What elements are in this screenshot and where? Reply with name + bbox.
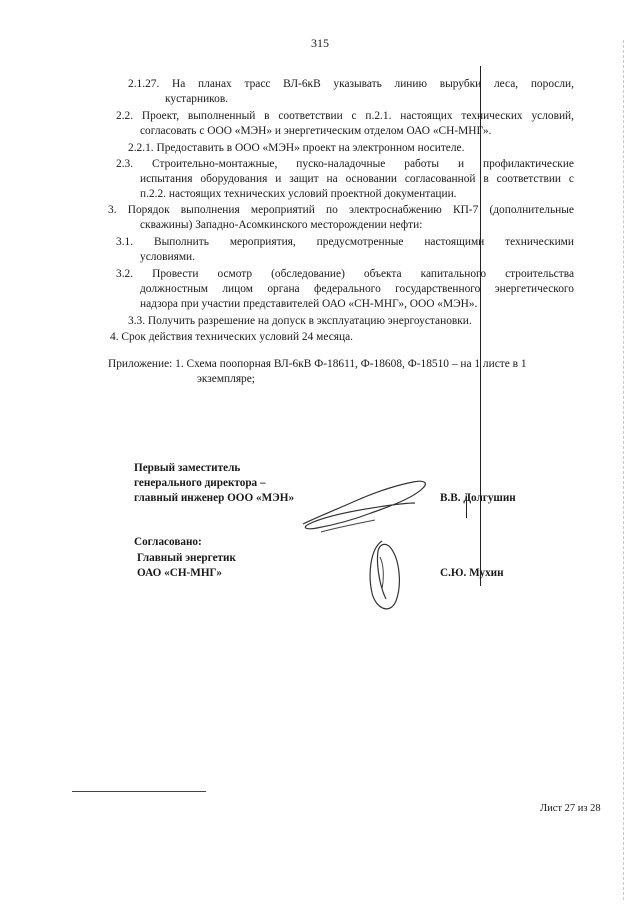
item-3-1-line1: 3.1. Выполнить мероприятия, предусмотренные настоящими техническими — [116, 236, 574, 248]
item-2-2-line2: согласовать с ООО «МЭН» и энергетическим отделом ОАО «СН-МНГ». — [140, 125, 492, 137]
item-3-1-line2: условиями. — [140, 251, 195, 263]
item-2-2-1-line1: 2.2.1. Предоставить в ООО «МЭН» проект на электронном носителе. — [128, 142, 465, 154]
item-3-line2: скважины) Западно-Асомкинского месторождении нефти: — [140, 219, 423, 231]
item-3-2-line2: должностным лицом органа федерального государственного энергетического — [140, 283, 574, 295]
signatory2-title-line3: ОАО «СН-МНГ» — [137, 567, 222, 579]
vertical-scan-line — [480, 66, 481, 586]
item-2-1-27-line1: 2.1.27. На планах трасс ВЛ-6кВ указывать линию вырубки леса, поросли, — [128, 78, 574, 90]
page-number: 315 — [311, 36, 329, 50]
item-2-3-line1: 2.3. Строительно-монтажные, пуско-наладочные работы и профилактические — [116, 158, 574, 170]
signatory1-title-line2: генерального директора – — [134, 477, 266, 489]
item-2-1-27-line2: кустарников. — [165, 93, 229, 105]
appendix-line2: экземпляре; — [197, 373, 255, 385]
item-3-2-line1: 3.2. Провести осмотр (обследование) объекта капитального строительства — [116, 268, 574, 280]
item-3-3-line1: 3.3. Получить разрешение на допуск в эксплуатацию энергоустановки. — [128, 315, 472, 327]
item-2-3-line3: п.2.2. настоящих технических условий проектной документации. — [140, 188, 457, 200]
signature-2 — [360, 535, 410, 620]
signatory1-title-line3: главный инженер ООО «МЭН» — [134, 492, 295, 504]
signatory2-title-line2: Главный энергетик — [137, 552, 236, 564]
signatory1-title-line1: Первый заместитель — [134, 462, 241, 474]
footer-rule — [72, 791, 206, 792]
signatory2-name: С.Ю. Мухин — [440, 567, 504, 579]
sheet-number: Лист 27 из 28 — [540, 803, 601, 814]
item-2-2-line1: 2.2. Проект, выполненный в соответствии с п.2.1. настоящих технических условий, — [116, 110, 574, 122]
item-2-3-line2: испытания оборудования и защит на основании согласованной в соответствии с — [140, 173, 574, 185]
item-3-line1: 3. Порядок выполнения мероприятий по электроснабжению КП-7 (дополнительные — [108, 204, 574, 216]
signatory1-name: В.В. Долгушин — [440, 492, 516, 504]
signatory2-title-line1: Согласовано: — [134, 536, 202, 548]
signature-1 — [295, 470, 435, 540]
item-4-line1: 4. Срок действия технических условий 24 месяца. — [110, 331, 353, 343]
item-3-2-line3: надзора при участии представителей ОАО «СН-МНГ», ООО «МЭН». — [140, 298, 478, 310]
appendix-line1: Приложение: 1. Схема поопорная ВЛ-6кВ Ф-18611, Ф-18608, Ф-18510 – на 1 листе в 1 — [108, 358, 527, 370]
scan-edge-dashed-line — [623, 40, 624, 900]
